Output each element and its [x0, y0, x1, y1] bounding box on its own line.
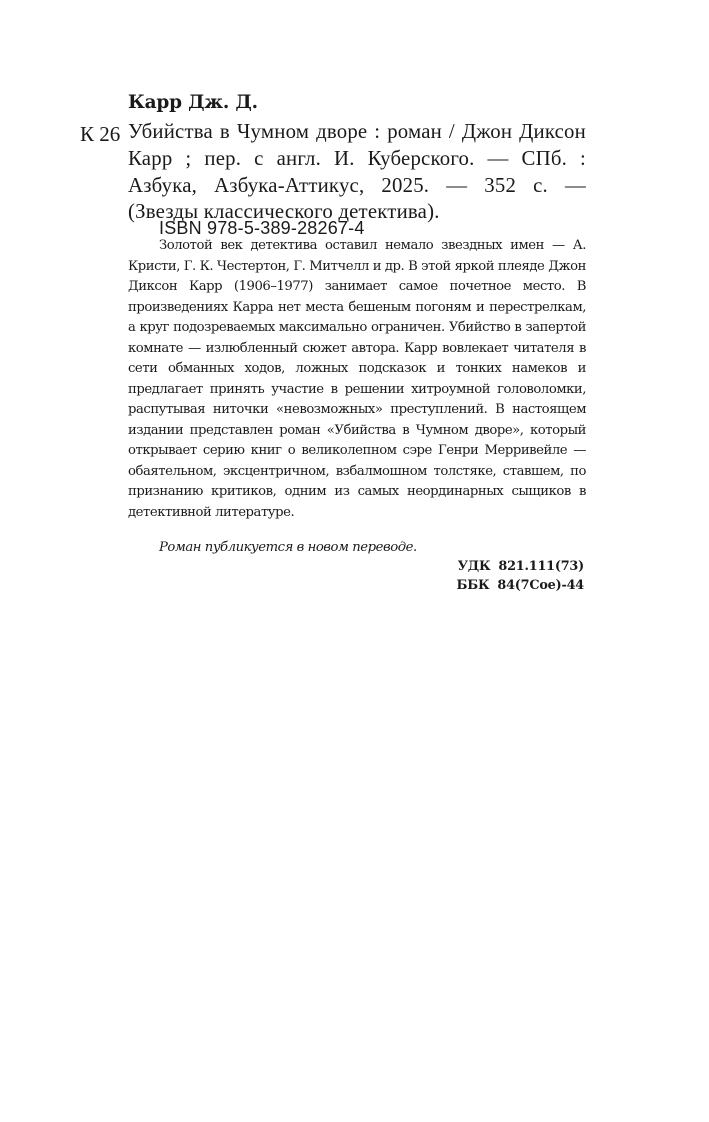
author-heading: Карр Дж. Д. — [128, 92, 258, 113]
udk-index — [458, 559, 584, 574]
translation-note: Роман публикуется в новом переводе. — [159, 540, 417, 555]
classification-code: К 26 — [80, 122, 121, 146]
bbk-index — [456, 578, 584, 593]
annotation: Золотой век детектива оставил немало звездных имен — А. Кристи, Г. К. Честертон, Г. Митчелл и др. В этой яркой плеяде Джон Диксон Карр (1906–1977) занимает самое почетное место. В произведениях Карра нет места бешеным погоням и перестрелкам, а круг подозреваемых максимально ограничен. Убийство в запертой комнате — излюбленный сюжет автора. Карр вовлекает читателя в сети обманных ходов, ложных подсказок и тонких намеков и предлагает принять участие в решении хитроумной головоломки, распутывая ниточки «невозможных» преступлений. В настоящем издании представлен роман «Убийства в Чумном дворе», который открывает серию книг о великолепном сэре Генри Мерривейле — обаятельном, эксцентричном, взбалмошном толстяке, ставшем, по признанию критиков, одним из самых неординарных сыщиков в детективной литературе. — [128, 238, 586, 520]
udk-label: УДК — [457, 559, 491, 574]
bbk-value: 84(7Сое)-44 — [497, 578, 584, 593]
udk-value: 821.111(73) — [498, 559, 584, 574]
bbk-label: ББК — [456, 578, 490, 593]
bibliographic-description: Убийства в Чумном дворе : роман / Джон Диксон Карр ; пер. с англ. И. Куберского. — СПб. : Азбука, Азбука-Аттикус, 2025. — 352 с. — (Звезды классического детектива). — [128, 120, 586, 224]
isbn: ISBN 978-5-389-28267-4 — [159, 218, 365, 238]
